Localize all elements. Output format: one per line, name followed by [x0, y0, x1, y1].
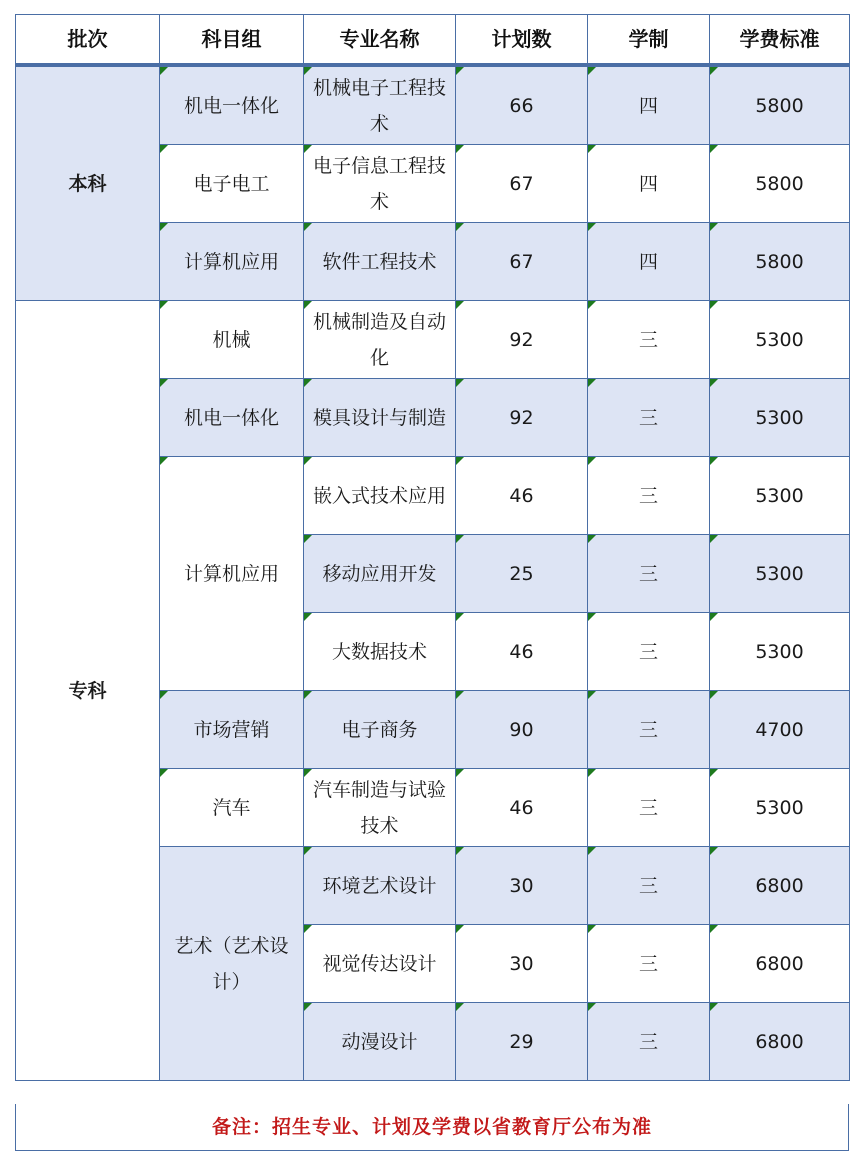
- duration-cell: 四: [588, 223, 710, 301]
- major-cell: 大数据技术: [304, 613, 456, 691]
- subject-group-cell: 汽车: [160, 769, 304, 847]
- tuition-cell: 4700: [710, 691, 850, 769]
- header-plan-count: 计划数: [456, 15, 588, 66]
- subject-group-cell: 机械: [160, 301, 304, 379]
- major-cell: 机械电子工程技术: [304, 65, 456, 145]
- tuition-cell: 5300: [710, 535, 850, 613]
- tuition-cell: 6800: [710, 847, 850, 925]
- major-cell: 软件工程技术: [304, 223, 456, 301]
- duration-cell: 四: [588, 145, 710, 223]
- subject-group-cell: 机电一体化: [160, 65, 304, 145]
- plan-cell: 30: [456, 925, 588, 1003]
- major-cell: 动漫设计: [304, 1003, 456, 1081]
- plan-cell: 92: [456, 301, 588, 379]
- admissions-table: [15, 14, 850, 1081]
- plan-cell: 46: [456, 457, 588, 535]
- plan-cell: 46: [456, 769, 588, 847]
- tuition-cell: 5300: [710, 613, 850, 691]
- tuition-cell: 5300: [710, 769, 850, 847]
- major-cell: 电子商务: [304, 691, 456, 769]
- header-duration: 学制: [588, 15, 710, 66]
- tuition-cell: 5800: [710, 145, 850, 223]
- plan-cell: 46: [456, 613, 588, 691]
- subject-group-cell: 机电一体化: [160, 379, 304, 457]
- duration-cell: 三: [588, 769, 710, 847]
- subject-group-cell: 市场营销: [160, 691, 304, 769]
- tuition-cell: 5800: [710, 223, 850, 301]
- major-cell: 嵌入式技术应用: [304, 457, 456, 535]
- major-cell: 汽车制造与试验技术: [304, 769, 456, 847]
- plan-cell: 66: [456, 65, 588, 145]
- tuition-cell: 5300: [710, 379, 850, 457]
- tuition-cell: 6800: [710, 925, 850, 1003]
- duration-cell: 三: [588, 691, 710, 769]
- header-tuition: 学费标准: [710, 15, 850, 66]
- plan-cell: 29: [456, 1003, 588, 1081]
- tuition-cell: 6800: [710, 1003, 850, 1081]
- plan-cell: 67: [456, 145, 588, 223]
- duration-cell: 三: [588, 379, 710, 457]
- subject-group-cell: 艺术（艺术设计）: [160, 847, 304, 1081]
- plan-cell: 30: [456, 847, 588, 925]
- duration-cell: 四: [588, 65, 710, 145]
- duration-cell: 三: [588, 457, 710, 535]
- header-batch: 批次: [16, 15, 160, 66]
- footnote: 备注：招生专业、计划及学费以省教育厅公布为准: [15, 1104, 849, 1151]
- duration-cell: 三: [588, 301, 710, 379]
- duration-cell: 三: [588, 847, 710, 925]
- tuition-cell: 5800: [710, 65, 850, 145]
- duration-cell: 三: [588, 925, 710, 1003]
- major-cell: 移动应用开发: [304, 535, 456, 613]
- major-cell: 机械制造及自动化: [304, 301, 456, 379]
- table-row: [16, 301, 850, 379]
- major-cell: 视觉传达设计: [304, 925, 456, 1003]
- batch-cell-zhuanke: 专科: [16, 301, 160, 1081]
- subject-group-cell: 计算机应用: [160, 223, 304, 301]
- plan-cell: 67: [456, 223, 588, 301]
- header-subject-group: 科目组: [160, 15, 304, 66]
- header-row: [16, 15, 850, 66]
- duration-cell: 三: [588, 535, 710, 613]
- duration-cell: 三: [588, 613, 710, 691]
- plan-cell: 90: [456, 691, 588, 769]
- subject-group-cell: 电子电工: [160, 145, 304, 223]
- major-cell: 电子信息工程技术: [304, 145, 456, 223]
- plan-cell: 92: [456, 379, 588, 457]
- major-cell: 模具设计与制造: [304, 379, 456, 457]
- major-cell: 环境艺术设计: [304, 847, 456, 925]
- green-marker: [160, 67, 168, 75]
- header-major-name: 专业名称: [304, 15, 456, 66]
- batch-cell-benke: 本科: [16, 65, 160, 301]
- tuition-cell: 5300: [710, 457, 850, 535]
- plan-cell: 25: [456, 535, 588, 613]
- table-row: [16, 65, 850, 145]
- duration-cell: 三: [588, 1003, 710, 1081]
- subject-group-cell: 计算机应用: [160, 457, 304, 691]
- tuition-cell: 5300: [710, 301, 850, 379]
